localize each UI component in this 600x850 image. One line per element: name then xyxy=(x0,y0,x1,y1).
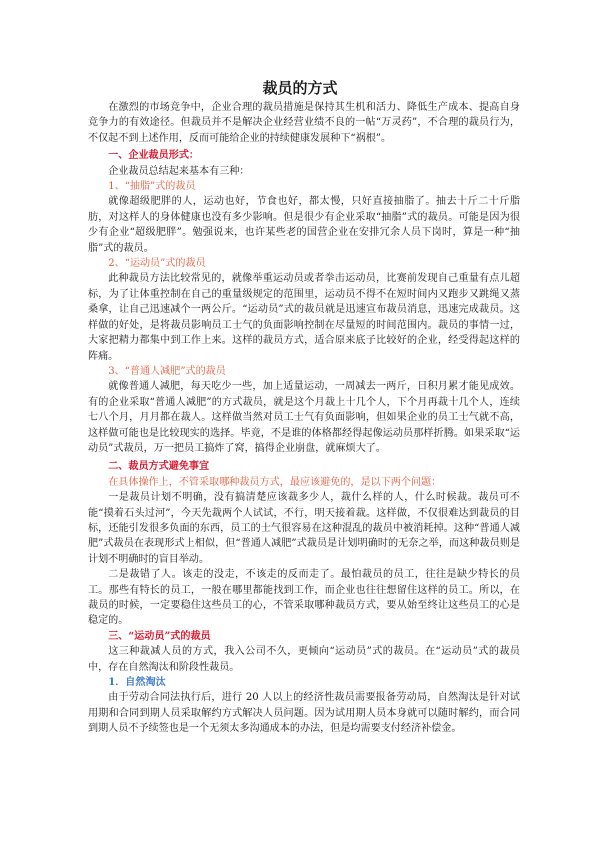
section1-lead: 企业裁员总结起来基本有三种： xyxy=(108,165,250,177)
section2-para1: 一是裁员计划不明确，没有搞清楚应该裁多少人，裁什么样的人，什么时候裁。裁员可不能“摸着石头过河”，今天先裁两个人试试，不行，明天接着裁。这样做，不仅很难达到裁员的目标，还能引发很多负面的东西，员工的士气很容易在这种混乱的裁员中被消耗掉。这种“普通人减肥”式裁员在表现形式上相似，但“普通人减肥”式裁员是计划明确时的无奈之举，而这种裁员则是计划不明确时的盲目举动。 xyxy=(88,492,520,565)
section3-sub1-heading: 1．自然淘汰 xyxy=(108,677,166,689)
item1-heading: 1、“抽脂”式的裁员 xyxy=(108,181,196,193)
section3-sub1-body: 由于劳动合同法执行后，进行 20 人以上的经济性裁员需要报备劳动局，自然淘汰是针对试用期和合同到期人员采取解约方式解决人员问题。因为试用期人员本身就可以随时解约，而合同到期人员不予续签也是一个无须太多沟通成本的办法，但是均需要支付经济补偿金。 xyxy=(88,692,520,735)
section2-heading: 二、裁员方式避免事宜 xyxy=(108,461,210,473)
section3-heading: 三、“运动员”式的裁员 xyxy=(108,630,211,642)
section1-heading: 一、企业裁员形式： xyxy=(108,150,200,162)
item1-body: 就像超级肥胖的人，运动也好，节食也好，都太慢，只好直接抽脂了。抽去十斤二十斤脂肪，对这样人的身体健康也没有多少影响。但是很少有企业采取“抽脂”式的裁员。可能是因为很少有企业“超级肥胖”。勉强说来，也许某些老的国营企业在安排冗余人员下岗时，算是一种“抽脂”式的裁员。 xyxy=(88,196,520,254)
intro-paragraph: 在激烈的市场竞争中，企业合理的裁员措施是保持其生机和活力、降低生产成本、提高自身竞争力的有效途径。但裁员并不是解决企业经营业绩不良的一帖“万灵药”，不合理的裁员行为，不仅起不到上述作用，反而可能给企业的持续健康发展种下“祸根”。 xyxy=(88,102,520,144)
item3-heading: 3、“普通人减肥”式的裁员 xyxy=(108,365,226,377)
section3-lead: 这三种裁减人员的方式，我入公司不久，更倾向“运动员”式的裁员。在“运动员”式的裁员中，存在自然淘汰和阶段性裁员。 xyxy=(88,646,520,673)
item2-body: 此种裁员方法比较常见的，就像举重运动员或者拳击运动员，比赛前发现自己重量有点儿超标，为了让体重控制在自己的重量级规定的范围里，运动员不得不在短时间内又跑步又跳绳又蒸桑拿，让自己迅速减个一两公斤。“运动员”式的裁员就是迅速宣布裁员消息，迅速完成裁员。这样做的好处，是将裁员影响员工士气的负面影响控制在尽量短的时间范围内。裁员的事情一过，大家把精力都集中到工作上来。这样的裁员方式，适合原来底子比较好的企业，经受得起这样的阵痛。 xyxy=(88,273,520,362)
item2-heading: 2、“运动员”式的裁员 xyxy=(108,258,206,270)
section2-lead: 在具体操作上，不管采取哪种裁员方式，最应该避免的，是以下两个问题： xyxy=(108,476,442,488)
document-body xyxy=(88,100,520,737)
page-title: 裁员的方式 xyxy=(262,79,338,97)
item3-body: 就像普通人减肥，每天吃少一些，加上适量运动，一周减去一两斤，日积月累才能见成效。有的企业采取“普通人减肥”的方式裁员，就是这个月裁上十几个人，下个月再裁十几个人，连续七八个月，月月都在裁人。这样做当然对员工士气有负面影响，但如果企业的员工士气就不高，这样做可能也是比较现实的选择。毕竟，不是谁的体格都经得起像运动员那样折腾。如果采取“运动员”式裁员，万一把员工搞炸了窝，搞得企业崩盘，就麻烦大了。 xyxy=(88,381,520,454)
section2-para2: 二是裁错了人。该走的没走，不该走的反而走了。最怕裁员的员工，往往是缺少特长的员工。那些有特长的员工，一般在哪里都能找到工作，而企业也往往想留住这样的员工。所以，在裁员的时候，一定要稳住这些员工的心，不管采取哪种裁员方式，要从始至终让这些员工的心是稳定的。 xyxy=(88,569,520,627)
